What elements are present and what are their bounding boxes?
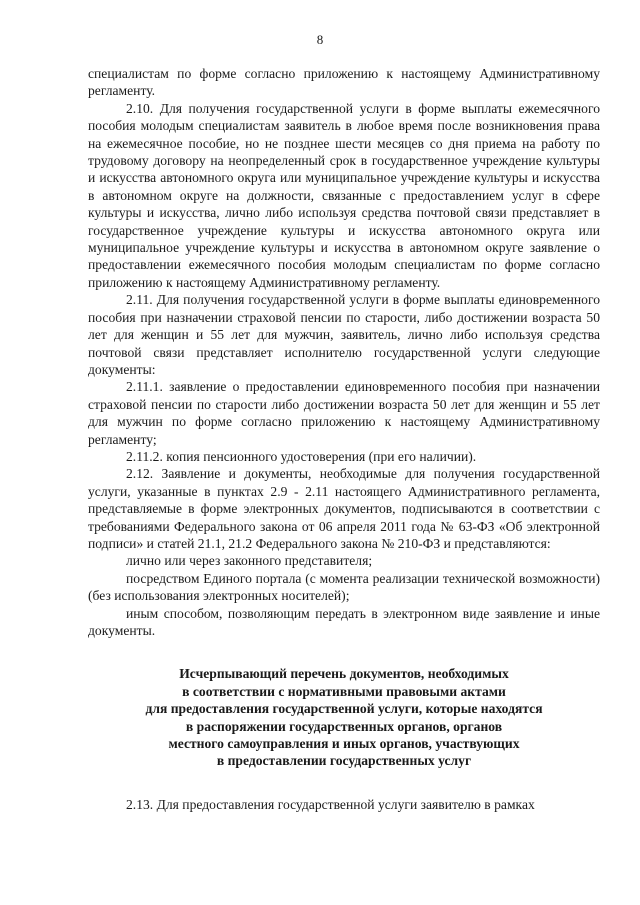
paragraph-2-11: 2.11. Для получения государственной услуги в форме выплаты единовременного пособия при назначении страховой пенсии по старости, либо достижении возраста 50 лет для женщин и 55 лет для мужчин, заявитель, лично либо используя средства почтовой связи представляет исполнителю государственной услуги следующие документы: <box>88 292 600 377</box>
list-item-personally: лично или через законного представителя; <box>126 553 373 569</box>
list-item-other-way: иным способом, позволяющим передать в электронном виде заявление и иные документы. <box>88 605 600 638</box>
page-content <box>88 65 600 813</box>
paragraph-2-13: 2.13. Для предоставления государственной услуги заявителю в рамках <box>126 796 535 812</box>
list-item-portal: посредством Единого портала (с момента реализации технической возможности) (без использования электронных носителей); <box>88 570 600 604</box>
section-heading <box>88 665 600 769</box>
heading-line: в распоряжении государственных органов, органов <box>185 718 503 734</box>
paragraph-2-10: 2.10. Для получения государственной услуги в форме выплаты ежемесячного пособия молодым специалистам заявитель в любое время после возникновения права на ежемесячное пособие, но не позднее шести месяцев со дня приема на работу по трудовому договору на неопределенный срок в государственное учреждение культуры и искусства автономного округа или муниципальное учреждение культуры и искусства в автономном округе на должности, связанные с предоставлением услуг в сфере культуры и искусства, лично либо используя средства почтовой связи представляет в государственное учреждение культуры и искусства автономного округа или муниципальное учреждение культуры и искусства в автономном округе заявление о предоставлении ежемесячного пособия молодым специалистам по форме согласно приложению к настоящему Административному регламенту. <box>88 100 600 290</box>
heading-line: в соответствии с нормативными правовыми актами <box>182 683 506 699</box>
paragraph-2-11-2: 2.11.2. копия пенсионного удостоверения (при его наличии). <box>126 448 477 464</box>
paragraph-2-12: 2.12. Заявление и документы, необходимые для получения государственной услуги, указанные в пунктах 2.9 - 2.11 настоящего Административного регламента, представляемые в форме электронных документов, подписываются в соответствии с требованиями Федерального закона от 06 апреля 2011 года № 63-ФЗ «Об электронной подписи» и статей 21.1, 21.2 Федерального закона № 210-ФЗ и представляются: <box>88 466 600 551</box>
page-number: 8 <box>316 32 324 47</box>
paragraph-2-11-1: 2.11.1. заявление о предоставлении единовременного пособия при назначении страховой пенсии по старости либо достижении возраста 50 лет для женщин и 55 лет для мужчин по форме согласно приложению к настоящему Административному регламенту; <box>88 379 600 447</box>
paragraph: специалистам по форме согласно приложению к настоящему Административному регламенту. <box>88 66 600 99</box>
heading-line: Исчерпывающий перечень документов, необходимых <box>179 666 509 682</box>
heading-line: для предоставления государственной услуги, которые находятся <box>145 701 543 717</box>
heading-line: местного самоуправления и иных органов, участвующих <box>168 736 520 752</box>
heading-line: в предоставлении государственных услуг <box>216 753 472 769</box>
